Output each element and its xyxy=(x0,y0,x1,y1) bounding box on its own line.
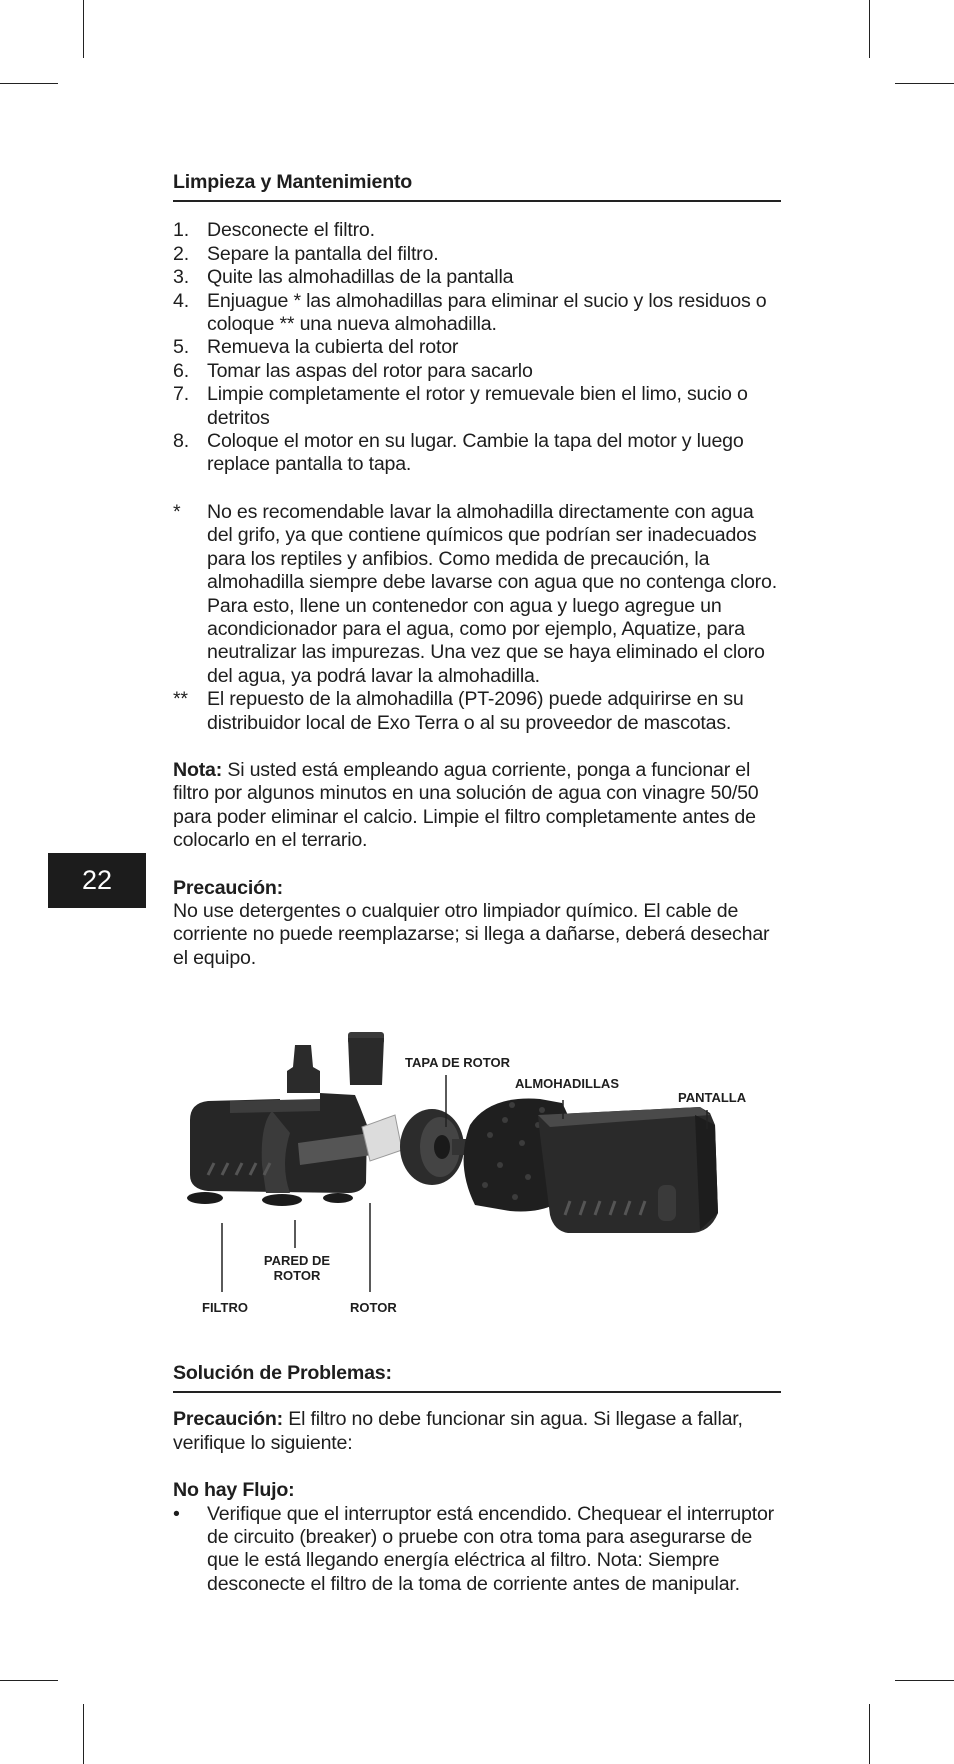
filter-diagram xyxy=(170,1015,790,1320)
footnote: * No es recomendable lavar la almohadilla directamente con agua del grifo, ya que contiene químicos que podrían ser inadecuados para los reptiles y anfibios. Como medida de precaución, la almohadilla siempre debe lavarse con agua que no contenga cloro. Para esto, llene un contenedor con agua y luego agregue un acondicionador para el agua, como por ejemplo, Aquatize, para neutralizar las impurezas. Una vez que se haya eliminado el cloro del agua, ya podrá lavar la almohadilla. xyxy=(173,500,777,687)
troubleshooting-section xyxy=(173,1362,781,1596)
list-item: 5. Remueva la cubierta del rotor xyxy=(173,336,459,359)
crop-mark xyxy=(0,1680,58,1681)
list-item: 1. Desconecte el filtro. xyxy=(173,219,375,242)
caution-heading: Precaución: xyxy=(173,876,283,899)
caution-paragraph: No use detergentes o cualquier otro limpiador químico. El cable de corriente no puede reemplazarse; si llega a dañarse, deberá desechar el equipo. xyxy=(173,899,770,969)
label-screen: PANTALLA xyxy=(678,1090,747,1105)
page-number: 22 xyxy=(48,853,146,908)
label-pads: ALMOHADILLAS xyxy=(515,1076,619,1091)
heading-rule xyxy=(173,1391,781,1393)
crop-mark xyxy=(83,0,84,58)
heading-rule xyxy=(173,200,781,202)
caution-paragraph: Precaución: El filtro no debe funcionar sin agua. Si llegase a fallar, verifique lo siguiente: xyxy=(173,1408,743,1454)
label-rotor-wall: PARED DE ROTOR xyxy=(263,1253,331,1283)
label-filter: FILTRO xyxy=(202,1300,248,1315)
list-item: 6. Tomar las aspas del rotor para sacarlo xyxy=(173,359,533,382)
note-paragraph: Nota: Si usted está empleando agua corriente, ponga a funcionar el filtro por algunos minutos en una solución de agua con vinagre 50/50 para poder eliminar el calcio. Limpie el filtro completamente antes de colocarlo en el terrario. xyxy=(173,758,759,852)
no-flow-heading: No hay Flujo: xyxy=(173,1479,295,1502)
list-item: 4. Enjuague * las almohadillas para eliminar el sucio y los residuos o coloque ** una nueva almohadilla. xyxy=(173,289,767,336)
list-item: 7. Limpie completamente el rotor y remuevale bien el limo, sucio o detritos xyxy=(173,383,748,429)
list-item: 3. Quite las almohadillas de la pantalla xyxy=(173,266,514,289)
list-item: 2. Separe la pantalla del filtro. xyxy=(173,242,439,265)
crop-mark xyxy=(869,0,870,58)
cleaning-section xyxy=(173,171,781,970)
crop-mark xyxy=(869,1704,870,1764)
label-rotor: ROTOR xyxy=(350,1300,397,1315)
section-title: Limpieza y Mantenimiento xyxy=(173,171,413,193)
footnote: ** El repuesto de la almohadilla (PT-2096) puede adquirirse en su distribuidor local de Exo Terra o al su proveedor de mascotas. xyxy=(173,688,744,734)
section-title: Solución de Problemas: xyxy=(173,1362,392,1384)
crop-mark xyxy=(895,1680,954,1681)
crop-mark xyxy=(895,83,954,84)
crop-mark xyxy=(83,1704,84,1764)
label-rotor-cap: TAPA DE ROTOR xyxy=(405,1055,510,1070)
list-item: • Verifique que el interruptor está encendido. Chequear el interruptor de circuito (breaker) o pruebe con otra toma para asegurarse de que le está llegando energía eléctrica al filtro. Nota: Siempre desconecte el filtro de la toma de corriente antes de manipular. xyxy=(173,1502,774,1595)
crop-mark xyxy=(0,83,58,84)
list-item: 8. Coloque el motor en su lugar. Cambie la tapa del motor y luego replace pantalla to tapa. xyxy=(173,430,744,476)
steps-list xyxy=(173,219,781,476)
